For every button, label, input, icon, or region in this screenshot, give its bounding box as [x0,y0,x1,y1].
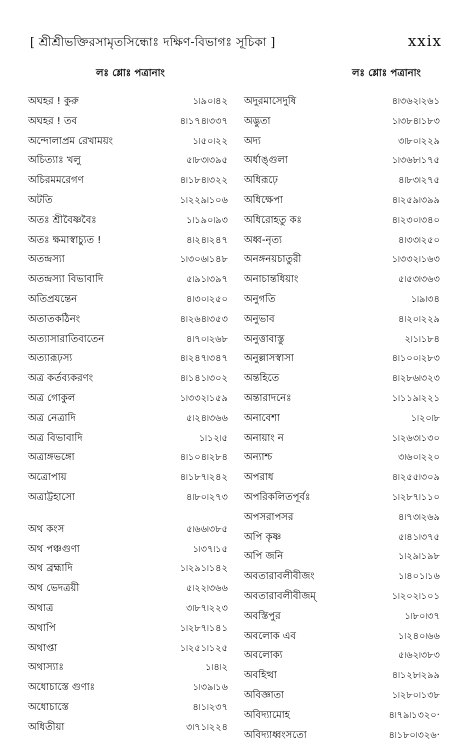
index-term: অত্র নেত্রাদি [28,409,76,429]
index-entry [28,171,228,191]
index-reference: ১৷২৪০৷৬৬ [398,627,440,647]
index-entry [244,330,440,350]
index-term: অতন্দ্রস্যা [28,250,65,270]
index-entry [28,409,228,429]
index-reference: ৪৷২৫৯৷৩৯৯ [392,191,440,211]
index-reference: ১৷৩৬৮৷১৭৫ [392,151,440,171]
index-reference: ৪৷৩৩৷২৫০ [398,231,440,251]
index-term: অত্র কর্তব্যকরণং [28,369,93,389]
index-term: অনুগতি [244,290,276,310]
index-reference: ৪৷৩০৷২৫০ [186,290,228,310]
index-entry [244,191,440,211]
index-entry [28,658,228,678]
index-term: অধ্ব-নৃত্য [244,231,282,251]
index-entry [244,706,440,726]
index-reference: ১৷৯০৷৪২ [193,92,228,112]
index-term: অবলোক্য [244,646,283,666]
index-reference: ১৷৩০৬৷১৪৮ [180,250,228,270]
index-entry [244,310,440,330]
index-reference: ৪৷১৮৭৷২৪২ [180,468,228,488]
index-term: অনায়াং ন [244,429,284,449]
section-gap [28,508,228,520]
index-entry [28,132,228,152]
index-entry [244,349,440,369]
index-term: অবিদ্যামোহ [244,706,290,726]
header-title: [ শ্রীশ্রীভক্তিরসামৃতসিন্ধোঃ দক্ষিণ-বিভাগঃ সূচিকা ] [30,34,275,54]
index-entry [244,429,440,449]
index-reference: ৪৷২৪৭৷৩৪৭ [180,349,228,369]
index-reference: ১৷২০২৷১০১ [392,587,440,607]
index-reference: ৫৷২৪৷৩৬৬ [186,409,228,429]
index-term: অধিতীয়া [28,718,64,738]
index-reference: ৩৷৬০৷২২০ [398,448,440,468]
index-term: অন্যাশ্চ [244,448,272,468]
index-entry [28,678,228,698]
index-reference: ১৷১১৯৷২২১ [392,389,440,409]
index-entry [28,231,228,251]
index-entry [28,151,228,171]
index-entry [28,718,228,738]
index-term: অঘহর ! কুরু [28,92,79,112]
index-entry [244,488,440,508]
index-entry [28,579,228,599]
index-entry [28,540,228,560]
index-entry [28,270,228,290]
index-reference: ৪৷১৮৪৷৩২২ [180,171,228,191]
index-entry [244,389,440,409]
index-term: অধিরোহতু কঃ [244,211,302,231]
index-entry [28,429,228,449]
index-reference: ১৷১২৷৫ [199,429,228,449]
index-entry [244,567,440,587]
index-term: অথ ভেদত্রয়ী [28,579,79,599]
index-reference: ১৷২৬৩৷১৩০ [392,429,440,449]
index-reference: ৪৷১৭৪৷৩৩৭ [180,112,228,132]
index-reference: ৪৷৭৯৷১৩২০· [389,706,440,726]
index-term: অদ্য [244,132,261,152]
index-reference: ১৷৩৮৪৷১৮৩ [392,112,440,132]
index-entry [28,488,228,508]
index-term: অতন্দ্রস্যা বিভাবাদি [28,270,103,290]
index-term: অথাত্র [28,599,53,619]
index-term: অনাবেশা [244,409,280,429]
index-entry [28,559,228,579]
index-reference: ১৷২০৷৮ [411,409,440,429]
index-entry [28,191,228,211]
index-reference: ৫৷৪১৷৩৭৫ [398,528,440,548]
index-entry [28,310,228,330]
index-entry [244,508,440,528]
index-entry [28,448,228,468]
index-entry [244,290,440,310]
index-entry [28,211,228,231]
index-entry [244,112,440,132]
index-entry [244,171,440,191]
index-reference: ৪৷১৷২৩৭ [193,698,228,718]
right-column-heading: লঃ শ্লোঃ পত্রানাং [352,66,421,83]
index-term: অবতারাবলীবীজং [244,567,315,587]
index-entry [244,528,440,548]
index-term: অবহিত্থা [244,666,277,686]
page-header [22,34,442,54]
index-term: অপি জনি [244,547,283,567]
index-term: অতাতকঠিনং [28,310,80,330]
index-reference: ১৷৩৩২৷১৬৩ [392,250,440,270]
index-reference: ১৷৩৭৷১৫ [193,540,228,560]
index-reference: ৪৷২৮৬৷৩২৩ [392,369,440,389]
index-entry [28,468,228,488]
index-term: অনুল্লাসস্বাসা [244,349,294,369]
index-term: অথ পঞ্চগুণা [28,540,80,560]
index-term: অবতারাবলীবীজম্ [244,587,316,607]
index-reference: ৪৷১০০৷২৮৩ [392,349,440,369]
index-entry [244,231,440,251]
index-reference: ১৷২৯৷১৯৮ [398,547,440,567]
index-entry [28,599,228,619]
index-reference: ১৷১৯০৷৯৩ [186,211,228,231]
index-term: অদ্ভুতা [244,112,270,132]
index-reference: ১৷২৮০৷১৩৮ [392,686,440,706]
index-entry [244,726,440,745]
index-term: অন্তারাদনেঃ [244,389,291,409]
index-term: অবলোক এব [244,627,296,647]
index-reference: ৫৷৮৩৷৩৯৫ [186,151,228,171]
index-reference: ১৷৩৩২৷১৫৯ [180,389,228,409]
index-term: অত্রাট্টহাসো [28,488,75,508]
index-entry [28,520,228,540]
index-reference: ৫৷৯১৷৩৯৭ [186,270,228,290]
index-reference: ১৷৪৷২ [205,658,228,678]
index-reference: ৫৷২২৷৩৬৬ [186,579,228,599]
index-term: অতিপ্রযন্তেন [28,290,77,310]
index-reference: ৪৷৭৩৷২৬৯ [398,508,440,528]
index-reference: ৪৷৮০৷২৭৩ [186,488,228,508]
index-reference: ১৷৯৷৩৪ [411,290,440,310]
left-index-column [28,92,228,738]
index-entry [244,92,440,112]
index-reference: ৪৷১৮০৷৩২৬· [389,726,440,745]
index-term: অথ ব্রহ্মাদি [28,559,73,579]
index-entry [244,627,440,647]
index-term: অত্যারূঢ়স্য [28,349,72,369]
index-entry [28,92,228,112]
left-column-heading: লঃ শ্লোঃ পত্রানাং [96,66,165,83]
index-entry [244,369,440,389]
index-term: অচিত্যাঃ খলু [28,151,81,171]
page-number: xxix [408,32,442,50]
index-term: অদুরমাসেদুষি [244,92,296,112]
index-reference: ৪৷৮৩৷২৭৫ [398,171,440,191]
index-reference: ৪৷১২৮৷২৯৯ [392,666,440,686]
index-term: অপরিকলিতপূর্বঃ [244,488,310,508]
index-entry [28,349,228,369]
index-reference: ৪৷২৪৷২৪৭ [186,231,228,251]
index-term: অবিজ্ঞাতা [244,686,284,706]
index-entry [244,646,440,666]
index-reference: ৪৷২৫৫৷৩০৯ [392,468,440,488]
index-term: অনুত্তাবাস্তু [244,330,284,350]
index-entry [244,211,440,231]
index-reference: ৪৷২০৷২২৯ [398,310,440,330]
index-entry [28,639,228,659]
index-term: অত্র বিভাবাদি [28,429,83,449]
index-term: অঘহর ! তব [28,112,77,132]
index-entry [28,389,228,409]
index-term: অবস্তিপুর [244,607,281,627]
index-term: অত্রাঙ্গভঙ্গো [28,448,75,468]
index-term: অত্যাসারাতিবাতেন [28,330,104,350]
index-term: অনাচান্তধিয়াং [244,270,298,290]
index-reference: ১৷৮০৷৩৭ [405,607,440,627]
index-reference: ৫৷৬২৷৩৮৩ [398,646,440,666]
index-term: অচিরমমরেগণ [28,171,84,191]
index-reference: ১৷৩৯৷১৬ [193,678,228,698]
index-term: অবিদ্যাধ্বংসতো [244,726,307,745]
index-entry [244,132,440,152]
index-term: অতঃ ক্ষমাস্বাচ্যুত ! [28,231,101,251]
index-term: অথাস্যাঃ [28,658,64,678]
index-entry [28,369,228,389]
index-entry [28,112,228,132]
index-reference: ১৷২৯১৷১৪২ [180,559,228,579]
index-reference: ১৷৪০১৷১৬ [398,567,440,587]
index-reference: ২৷১৷১৮৪ [405,330,440,350]
index-reference: ৫৷৫৩৷৩৬৩ [398,270,440,290]
index-term: অত্রোপায় [28,468,67,488]
index-reference: ৩৷৮৭৷২২৩ [186,599,228,619]
index-reference: ৪৷২৬৪৷৩৫৩ [180,310,228,330]
index-term: অনুভাব [244,310,275,330]
index-entry [244,409,440,429]
index-term: অনঙ্গনয়চাতুরী [244,250,301,270]
index-entry [244,666,440,686]
index-term: অধিরূঢ়ে [244,171,278,191]
index-entry [244,587,440,607]
index-entry [244,448,440,468]
index-entry [28,330,228,350]
index-entry [244,250,440,270]
index-entry [28,698,228,718]
index-entry [244,270,440,290]
index-reference: ৪৷২৩০৷৩৪০ [392,211,440,231]
index-reference: ৫৷৬৬৷৩৮৫ [186,520,228,540]
index-entry [244,151,440,171]
index-entry [244,607,440,627]
index-term: অথাপি [28,619,56,639]
index-reference: ১৷৫০৷২২ [193,132,228,152]
index-term: অন্দোলাপ্রম রেখাময়ং [28,132,113,152]
index-reference: ১৷২৮৭৷১৪১ [180,619,228,639]
index-term: অপরাধ [244,468,273,488]
index-term: অধিক্ষেপা [244,191,283,211]
index-term: অধোচাস্তে [28,698,69,718]
index-term: অধোচাস্তে গুণাঃ [28,678,95,698]
index-reference: ৪৷৭০৷২৬৮ [186,330,228,350]
index-entry [28,250,228,270]
index-term: অথাপ্তা [28,639,57,659]
index-reference: ৩৷৮০৷২২৯ [398,132,440,152]
index-term: অপসরাপসর [244,508,293,528]
index-reference: ৪৷১৪১৷৩০২ [180,369,228,389]
index-term: অপি কৃষ্ণ [244,528,281,548]
index-entry [28,619,228,639]
index-term: অথ কংস [28,520,64,540]
index-entry [28,290,228,310]
index-term: অটতি [28,191,52,211]
index-reference: ৪৷১০৪৷২৮৪ [180,448,228,468]
index-reference: ১৷২২৯৷১০৬ [180,191,228,211]
index-reference: ১৷২৫১৷১২৫ [180,639,228,659]
index-entry [244,468,440,488]
index-term: অর্ধাঙ্গুলা [244,151,288,171]
index-term: অত্র গোকুল [28,389,75,409]
index-term: অতঃ শ্রীবৈষ্ণবৈঃ [28,211,97,231]
index-reference: ৩৷৭১৷২২৪ [186,718,228,738]
index-reference: ৪৷৩৬২৷২৬১ [392,92,440,112]
index-entry [244,547,440,567]
index-term: অন্তহিতে [244,369,279,389]
index-reference: ১৷২৮৭৷১১০ [392,488,440,508]
right-index-column [244,92,440,745]
